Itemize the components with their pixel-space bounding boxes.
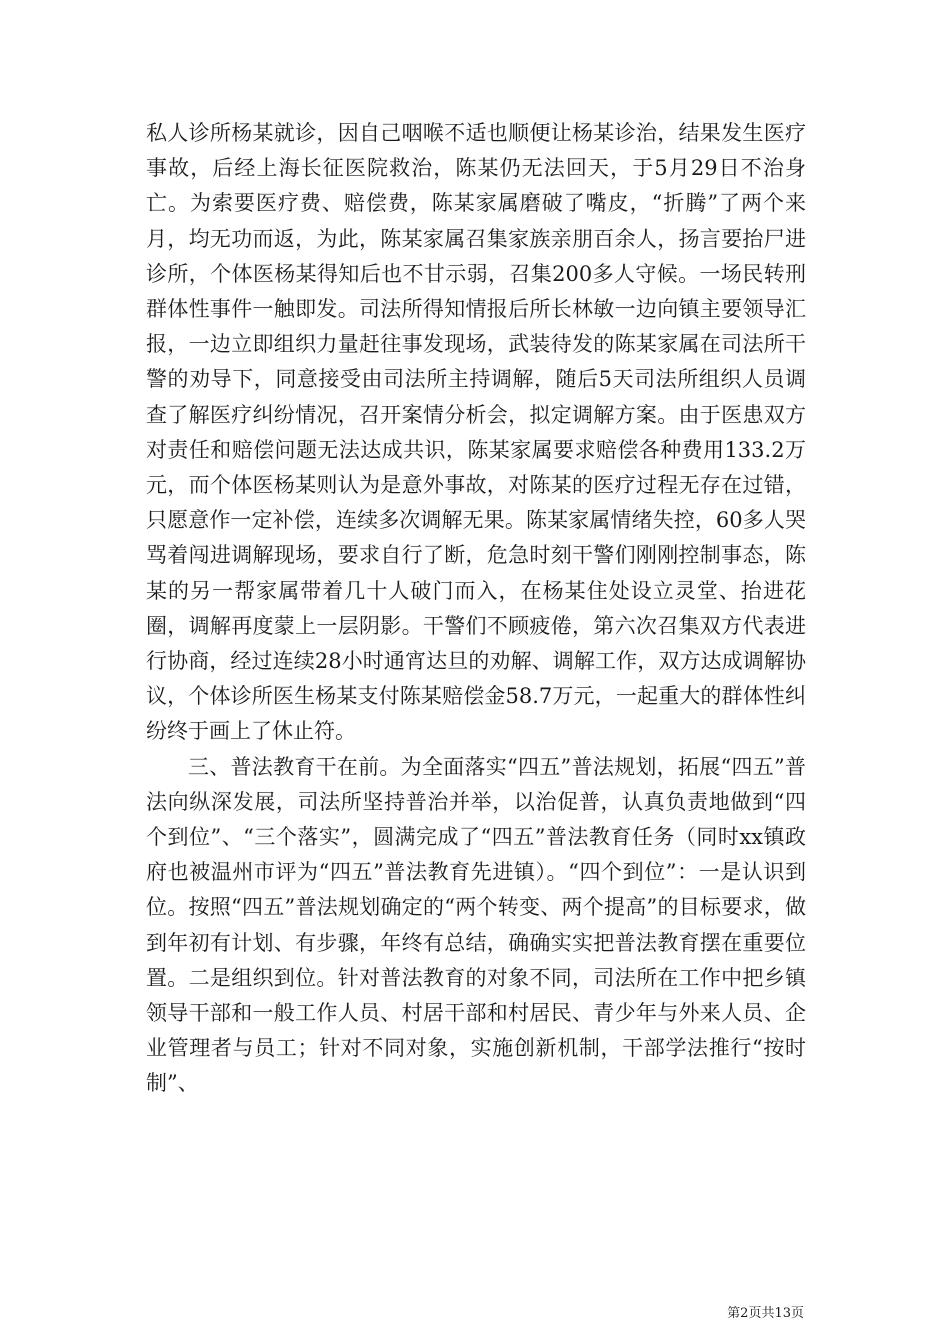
document-body — [146, 116, 806, 1102]
paragraph-continued: 私人诊所杨某就诊，因自己咽喉不适也顺便让杨某诊治，结果发生医疗事故，后经上海长征医院救治，陈某仍无法回天，于5月29日不治身亡。为索要医疗费、赔偿费，陈某家属磨破了嘴皮，“折腾”了两个来月，均无功而返，为此，陈某家属召集家族亲朋百余人，扬言要抬尸进诊所，个体医杨某得知后也不甘示弱，召集200多人守候。一场民转刑群体性事件一触即发。司法所得知情报后所长林敏一边向镇主要领导汇报，一边立即组织力量赶往事发现场，武装待发的陈某家属在司法所干警的劝导下，同意接受由司法所主持调解，随后5天司法所组织人员调查了解医疗纠纷情况，召开案情分析会，拟定调解方案。由于医患双方对责任和赔偿问题无法达成共识，陈某家属要求赔偿各种费用133.2万元，而个体医杨某则认为是意外事故，对陈某的医疗过程无存在过错，只愿意作一定补偿，连续多次调解无果。陈某家属情绪失控，60多人哭骂着闯进调解现场，要求自行了断，危急时刻干警们刚刚控制事态，陈某的另一帮家属带着几十人破门而入，在杨某住处设立灵堂、抬进花圈，调解再度蒙上一层阴影。干警们不顾疲倦，第六次召集双方代表进行协商，经过连续28小时通宵达旦的劝解、调解工作，双方达成调解协议，个体诊所医生杨某支付陈某赔偿金58.7万元，一起重大的群体性纠纷终于画上了休止符。 — [146, 121, 806, 744]
paragraph-section-three: 三、普法教育干在前。为全面落实“四五”普法规划，拓展“四五”普法向纵深发展，司法所坚持普治并举，以治促普，认真负责地做到“四个到位”、“三个落实”，圆满完成了“四五”普法教育任务（同时xx镇政府也被温州市评为“四五”普法教育先进镇）。“四个到位”：一是认识到位。按照“四五”普法规划确定的“两个转变、两个提高”的目标要求，做到年初有计划、有步骤，年终有总结，确确实实把普法教育摆在重要位置。二是组织到位。针对普法教育的对象不同，司法所在工作中把乡镇领导干部和一般工作人员、村居干部和村居民、青少年与外来人员、企业管理者与员工；针对不同对象，实施创新机制，干部学法推行“按时制”、 — [146, 754, 806, 1096]
page-number: 第2页共13页 — [727, 1306, 804, 1321]
